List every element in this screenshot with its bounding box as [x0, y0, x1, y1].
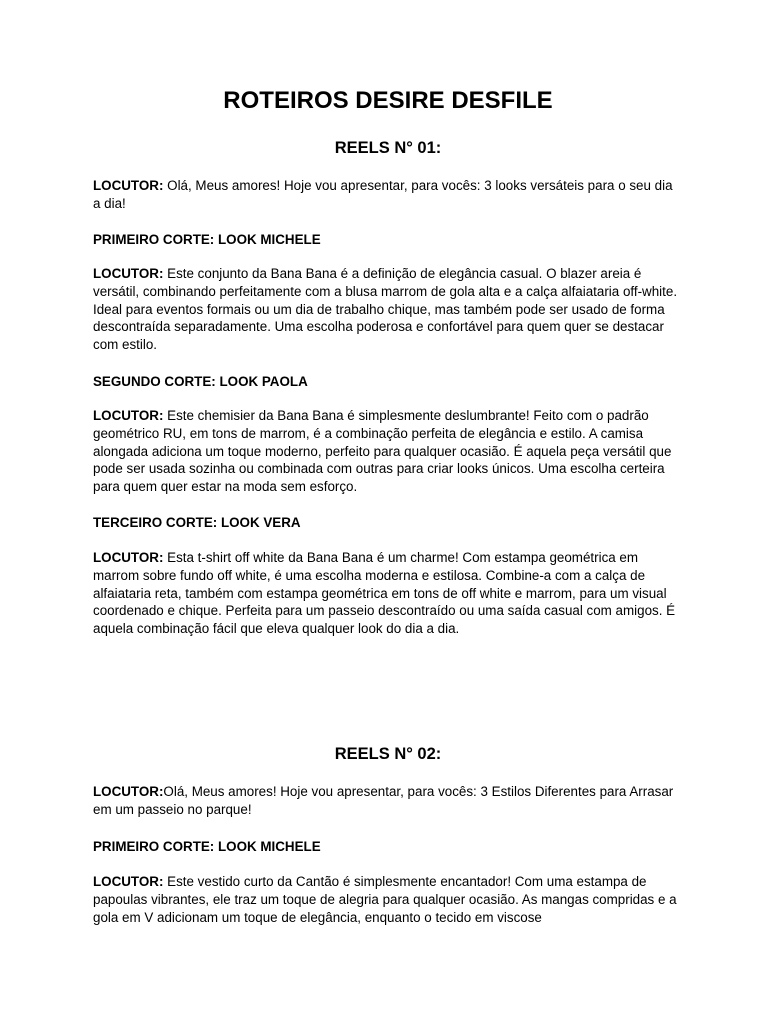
speaker-label: LOCUTOR: — [93, 784, 164, 799]
speaker-paragraph — [93, 177, 683, 213]
speaker-paragraph — [93, 783, 683, 819]
cut-heading: SEGUNDO CORTE: LOOK PAOLA — [93, 374, 308, 389]
speaker-label: LOCUTOR: — [93, 178, 164, 193]
reels-heading: REELS N° 02: — [334, 745, 442, 763]
speaker-text: Este vestido curto da Cantão é simplesmente encantador! Com uma estampa de papoulas vibrantes, ele traz um toque de alegria para qualquer ocasião. As mangas compridas e a gola em V adicionam um toque de elegância, enquanto o tecido em viscose — [93, 874, 677, 925]
speaker-paragraph — [93, 265, 683, 354]
speaker-text: Esta t-shirt off white da Bana Bana é um charme! Com estampa geométrica em marrom sobre fundo off white, é uma escolha moderna e estilosa. Combine-a com a calça de alfaiataria reta, também com estampa geométrica em tons de off white e marrom, para um visual coordenado e chique. Perfeita para um passeio descontraído ou uma saída casual com amigos. É aquela combinação fácil que eleva qualquer look do dia a dia. — [93, 550, 676, 637]
speaker-label: LOCUTOR: — [93, 408, 164, 423]
speaker-text: Este chemisier da Bana Bana é simplesmente deslumbrante! Feito com o padrão geométrico RU, em tons de marrom, é a combinação perfeita de elegância e estilo. A camisa alongada adiciona um toque moderno, perfeito para qualquer ocasião. É aquela peça versátil que pode ser usada sozinha ou combinada com outras para criar looks únicos. Uma escolha certeira para quem quer estar na moda sem esforço. — [93, 408, 672, 495]
speaker-text: Este conjunto da Bana Bana é a definição de elegância casual. O blazer areia é versátil, combinando perfeitamente com a blusa marrom de gola alta e a calça alfaiataria off-white. Ideal para eventos formais ou um dia de trabalho chique, mas também pode ser usado de forma descontraída separadamente. Uma escolha poderosa e confortável para quem quer se destacar com estilo. — [93, 266, 678, 353]
speaker-paragraph — [93, 549, 683, 638]
cut-heading: PRIMEIRO CORTE: LOOK MICHELE — [93, 232, 321, 247]
speaker-text: Olá, Meus amores! Hoje vou apresentar, para vocês: 3 looks versáteis para o seu dia a dia! — [93, 178, 673, 211]
speaker-text: Olá, Meus amores! Hoje vou apresentar, para vocês: 3 Estilos Diferentes para Arrasar em um passeio no parque! — [93, 784, 674, 817]
reels-heading: REELS N° 01: — [334, 139, 442, 157]
document-title: ROTEIROS DESIRE DESFILE — [223, 87, 553, 114]
speaker-paragraph — [93, 873, 683, 926]
speaker-label: LOCUTOR: — [93, 550, 164, 565]
cut-heading: PRIMEIRO CORTE: LOOK MICHELE — [93, 839, 321, 854]
cut-heading: TERCEIRO CORTE: LOOK VERA — [93, 515, 301, 530]
speaker-label: LOCUTOR: — [93, 266, 164, 281]
speaker-label: LOCUTOR: — [93, 874, 164, 889]
speaker-paragraph — [93, 407, 683, 496]
